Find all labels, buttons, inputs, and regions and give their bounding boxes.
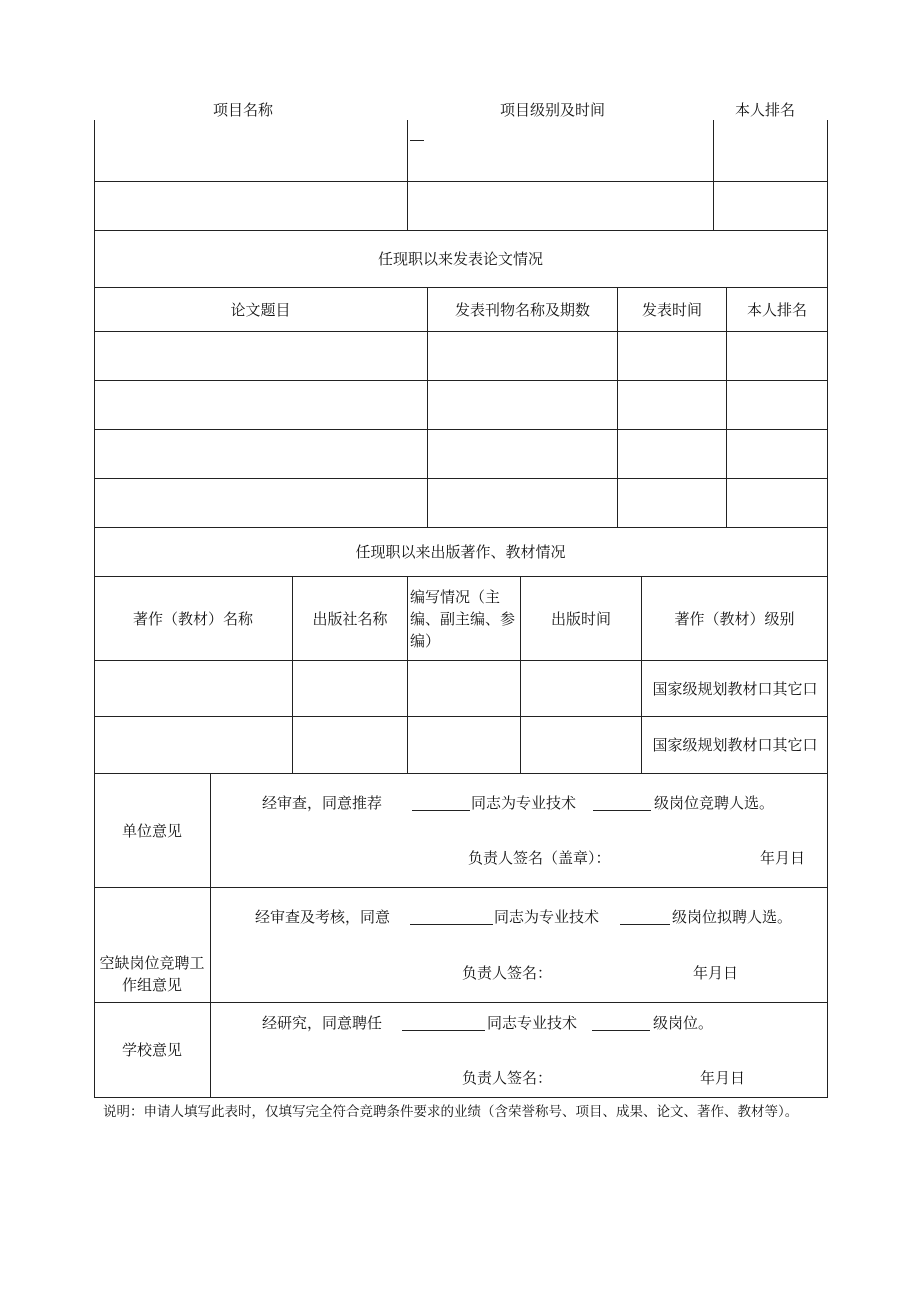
project-dash-mark	[410, 140, 424, 141]
table-right-border	[827, 120, 828, 1098]
book-level-header: 著作（教材）级别	[674, 609, 795, 628]
school-level-blank[interactable]	[592, 1030, 650, 1031]
group-signer-label: 负责人签名：	[462, 964, 553, 982]
paper-title-header: 论文题目	[230, 300, 291, 319]
books-section-title: 任现职以来出版著作、教材情况	[355, 543, 566, 561]
journal-header: 发表刊物名称及期数	[454, 300, 590, 319]
school-opinion-text-c: 级岗位。	[653, 1014, 714, 1032]
school-date-label: 年月日	[700, 1069, 746, 1087]
publisher-header: 出版社名称	[312, 609, 388, 628]
unit-opinion-text-b: 同志为专业技术	[471, 794, 577, 812]
school-signer-label: 负责人签名：	[462, 1069, 553, 1087]
unit-signer-label: 负责人签名（盖章）：	[468, 849, 611, 867]
unit-opinion-text-a: 经审查，同意推荐	[262, 794, 383, 812]
book-name-header: 著作（教材）名称	[132, 609, 253, 628]
group-name-blank[interactable]	[410, 924, 493, 925]
editing-role-header: 编写情况（主编、副主编、参编）	[410, 587, 516, 650]
row-line	[94, 887, 828, 888]
row-line	[94, 380, 828, 381]
group-date-label: 年月日	[693, 964, 739, 982]
project-name-header: 项目名称	[213, 101, 274, 119]
publish-date-header: 出版时间	[550, 609, 611, 628]
school-opinion-text-b: 同志专业技术	[487, 1014, 578, 1032]
footnote: 说明：申请人填写此表时，仅填写完全符合竞聘条件要求的业绩（含荣誉称号、项目、成果、论文、著作、教材等）。	[103, 1104, 799, 1120]
row-line	[94, 429, 828, 430]
project-rank-header: 本人排名	[735, 101, 796, 119]
group-opinion-text-a: 经审查及考核，同意	[255, 908, 391, 926]
school-name-blank[interactable]	[402, 1030, 485, 1031]
unit-date-label: 年月日	[760, 849, 806, 867]
opinions-label-divider	[210, 773, 211, 1098]
unit-opinion-text-c: 级岗位竞聘人选。	[654, 794, 775, 812]
row-line	[94, 331, 828, 332]
row-line	[94, 478, 828, 479]
unit-level-blank[interactable]	[593, 810, 651, 811]
row-line	[94, 181, 828, 182]
school-opinion-label: 学校意见	[121, 1041, 182, 1059]
paper-rank-header: 本人排名	[746, 300, 807, 319]
publish-time-header: 发表时间	[641, 300, 702, 319]
project-divider-1	[407, 120, 408, 230]
project-level-header: 项目级别及时间	[500, 101, 606, 119]
group-level-blank[interactable]	[620, 924, 670, 925]
school-opinion-text-a: 经研究，同意聘任	[262, 1014, 383, 1032]
unit-opinion-label: 单位意见	[121, 821, 182, 840]
papers-section-title: 任现职以来发表论文情况	[377, 250, 543, 268]
table-bottom-border	[94, 1097, 828, 1098]
group-opinion-text-c: 级岗位拟聘人选。	[672, 908, 793, 926]
unit-name-blank[interactable]	[412, 810, 470, 811]
group-opinion-text-b: 同志为专业技术	[494, 908, 600, 926]
group-opinion-label: 空缺岗位竞聘工作组意见	[99, 954, 205, 994]
books-divider-2	[407, 576, 408, 773]
project-divider-2	[713, 120, 714, 230]
book-level-option: 国家级规划教材口其它口	[652, 679, 818, 698]
book-level-option: 国家级规划教材口其它口	[652, 736, 818, 754]
